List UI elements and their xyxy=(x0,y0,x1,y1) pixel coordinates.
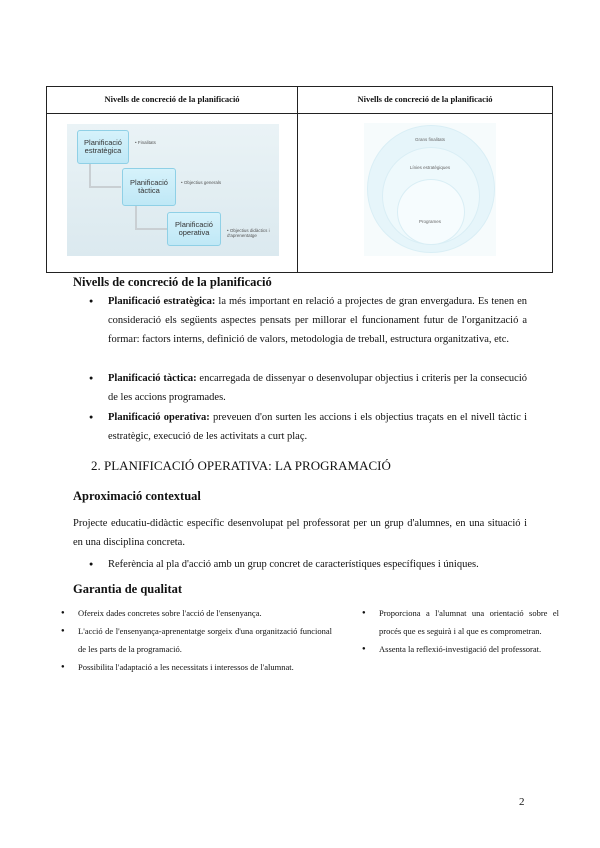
list-item: ● L'acció de l'ensenyança-aprenentatge sorgeix d'una organització funcional de les parts de la programació. xyxy=(78,622,332,658)
table-column-divider xyxy=(297,87,298,272)
list-item-term: Planificació estratègica: xyxy=(108,296,216,307)
quality-list-right xyxy=(379,604,559,658)
middle-circle-label: Línies estratègiques xyxy=(409,165,451,170)
step-note-operative: • Objectius didàctics i d'aprenentatge xyxy=(227,228,270,238)
list-item: ● Proporciona a l'alumnat una orientació sobre el procés que es seguirà i al que es comprometran. xyxy=(379,604,559,640)
list-item-text: la més important en relació a projectes de gran envergadura. Es tenen en consideració els següents aspectes pensats per millorar el funcionament futur de l'organització a formar: factors interns, definició de valors, metodologia de treball, estructura organitzativa, etc. xyxy=(108,296,528,345)
subsection-heading: Aproximació contextual xyxy=(73,489,201,503)
inner-circle-label: Programes xyxy=(418,219,441,224)
quality-list-left xyxy=(78,604,332,676)
list-item-text: encarregada de dissenyar o desenvolupar objectius i criteris per la consecució de les accions programades. xyxy=(108,373,527,403)
outer-circle-label: Grans finalitats xyxy=(414,137,445,142)
step-note-tactical: • Objectius generals xyxy=(181,180,222,185)
list-item xyxy=(108,292,527,349)
planning-stairs-diagram xyxy=(67,124,279,256)
table-row-divider xyxy=(47,113,552,114)
list-item: ● Possibilita l'adaptació a les necessitats i interessos de l'alumnat. xyxy=(78,658,332,676)
step-tactical: Planificació tàctica xyxy=(122,168,176,206)
list-item xyxy=(108,408,527,446)
list-item: ● Ofereix dades concretes sobre l'acció de l'ensenyança. xyxy=(78,604,332,622)
connector-arrow xyxy=(89,162,121,188)
section-heading: Nivells de concreció de la planificació xyxy=(73,275,272,289)
body-paragraph: Projecte educatiu-didàctic específic desenvolupat pel professorat per un grup d'alumnes, en una situació i en una disciplina concreta. xyxy=(73,518,527,548)
nested-circles-diagram xyxy=(364,123,496,256)
list-item-text: preveuen d'on surten les accions i els objectius traçats en el nivell tàctic i estratègic, execució de les activitats a curt plaç. xyxy=(108,412,528,442)
step-operative: Planificació operativa xyxy=(167,212,221,246)
page-number: 2 xyxy=(519,796,525,808)
subsection-heading: Garantia de qualitat xyxy=(73,582,183,596)
connector-arrow xyxy=(135,204,167,230)
chapter-heading: 2. PLANIFICACIÓ OPERATIVA: LA PROGRAMACIÓ xyxy=(91,458,391,473)
step-note-strategic: • Finalitats xyxy=(135,140,156,145)
list-item xyxy=(108,369,527,407)
list-item-term: Planificació operativa: xyxy=(108,412,210,423)
list-item: ● Assenta la reflexió-investigació del professorat. xyxy=(379,640,559,658)
list-item-term: Planificació tàctica: xyxy=(108,373,197,384)
table-header-right: Nivells de concreció de la planificació xyxy=(357,94,493,104)
step-strategic: Planificació estratègica xyxy=(77,130,129,164)
list-item: ● Referència al pla d'acció amb un grup concret de característiques específiques i úniques. xyxy=(108,555,527,574)
inner-circle xyxy=(397,179,465,245)
table-header-left: Nivells de concreció de la planificació xyxy=(104,94,240,104)
